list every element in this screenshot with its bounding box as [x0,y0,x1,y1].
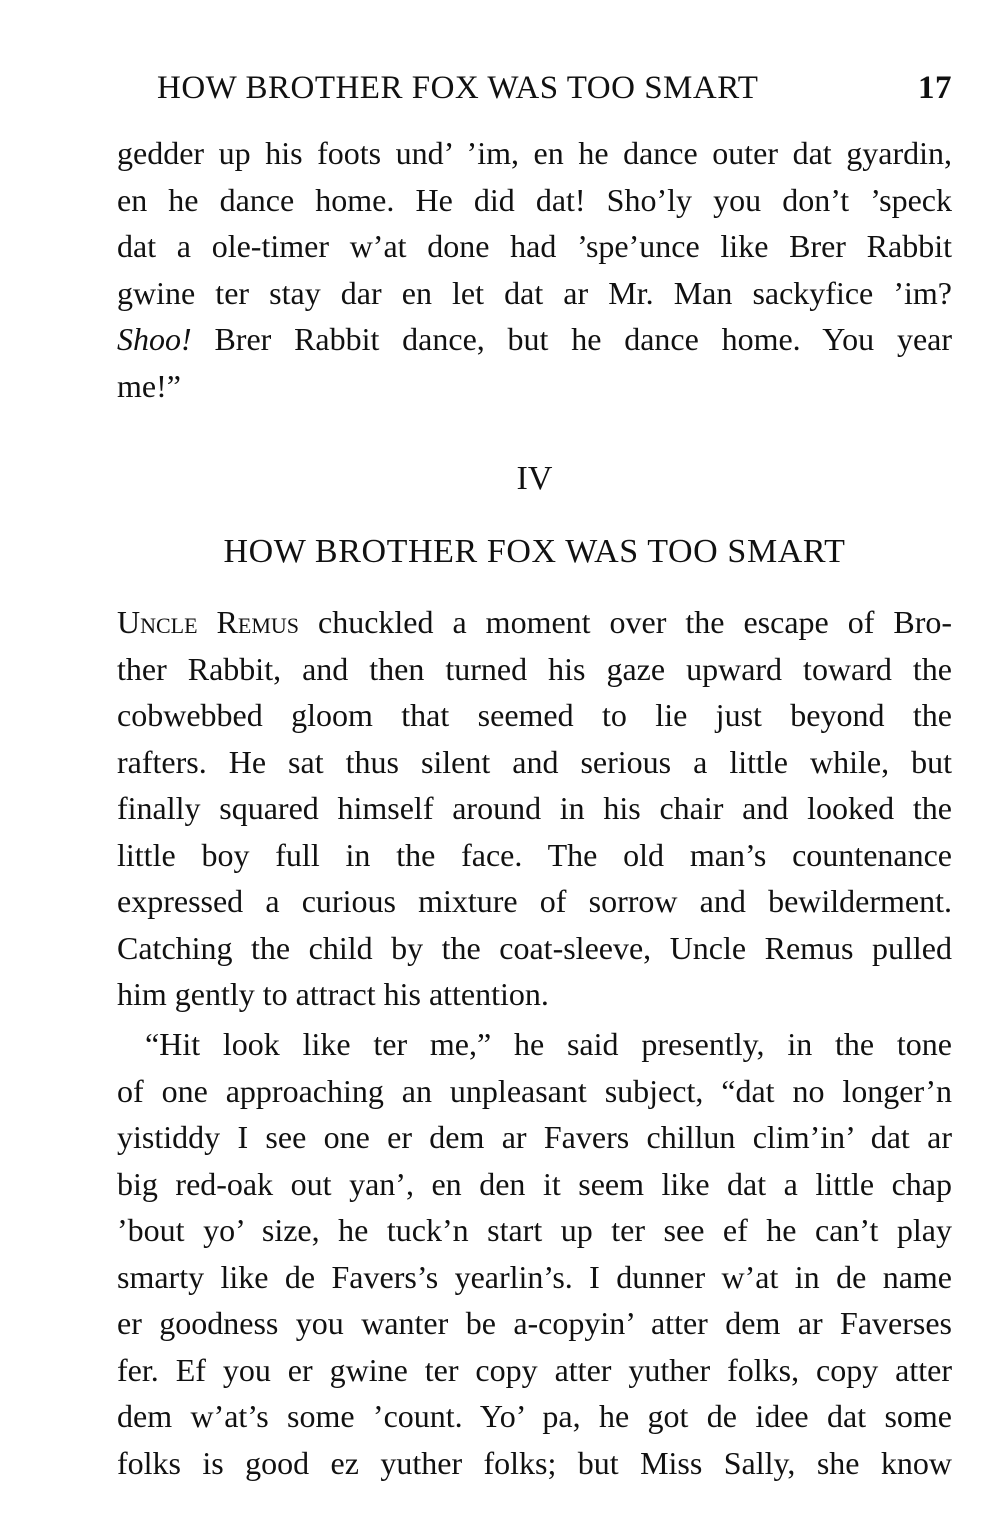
italic-word: Shoo! [117,321,192,357]
running-head [157,64,952,112]
text-line: big red-oak out yan’, en den it seem like dat a little chap [117,1165,952,1202]
text-line: smarty like de Favers’s yearlin’s. I dunner w’at in de name [117,1258,952,1295]
small-caps-name: Uncle Remus [117,604,300,640]
text-line: expressed a curious mixture of sorrow and bewilderment. [117,883,952,919]
text-line: little boy full in the face. The old man’s countenance [117,836,952,873]
text-line: finally squared himself around in his chair and looked the [117,790,952,826]
text-line: er goodness you wanter be a-copyin’ atter dem ar Faverses [117,1305,952,1341]
text-line [117,316,952,363]
book-page [117,0,952,1529]
text-line: “Hit look like ter me,” he said presently, in the tone [145,1026,952,1062]
chapter-title: HOW BROTHER FOX WAS TOO SMART [223,533,846,570]
chapter-number: IV [516,460,553,497]
text-line: Catching the child by the coat-sleeve, Uncle Remus pulled [117,929,952,966]
text-line-rest: chuckled a moment over the escape of Bro- [299,604,952,640]
running-head-title: HOW BROTHER FOX WAS TOO SMART [157,70,759,106]
page-number: 17 [918,70,952,106]
text-line: gedder up his foots und’ ’im, en he dance outer dat gyardin, [117,135,952,171]
text-line: folks is good ez yuther folks; but Miss Sally, she know [117,1444,952,1481]
text-line: ’bout yo’ size, he tuck’n start up ter see ef he can’t play [117,1212,952,1248]
text-line [117,599,952,646]
text-line: him gently to attract his attention. [117,976,549,1012]
paragraph-dialogue [117,1021,952,1486]
text-line: fer. Ef you er gwine ter copy atter yuther folks, copy atter [117,1351,952,1388]
text-line: gwine ter stay dar en let dat ar Mr. Man sackyfice ’im? [117,274,952,311]
text-line: en he dance home. He did dat! Sho’ly you don’t ’speck [117,181,952,218]
text-line: of one approaching an unpleasant subject, “dat no longer’n [117,1072,952,1109]
text-line-rest: Brer Rabbit dance, but he dance home. You year [214,321,952,357]
text-line: ther Rabbit, and then turned his gaze upward toward the [117,650,952,687]
text-line: yistiddy I see one er dem ar Favers chillun clim’in’ dat ar [117,1119,952,1155]
text-line: cobwebbed gloom that seemed to lie just beyond the [117,697,952,733]
paragraph-opening [117,599,952,1018]
text-line: dat a ole-timer w’at done had ’spe’unce like Brer Rabbit [117,228,952,264]
text-line: dem w’at’s some ’count. Yo’ pa, he got de idee dat some [117,1398,952,1434]
text-line: me!” [117,367,181,404]
paragraph-continued [117,130,952,409]
text-line: rafters. He sat thus silent and serious a little while, but [117,743,952,780]
